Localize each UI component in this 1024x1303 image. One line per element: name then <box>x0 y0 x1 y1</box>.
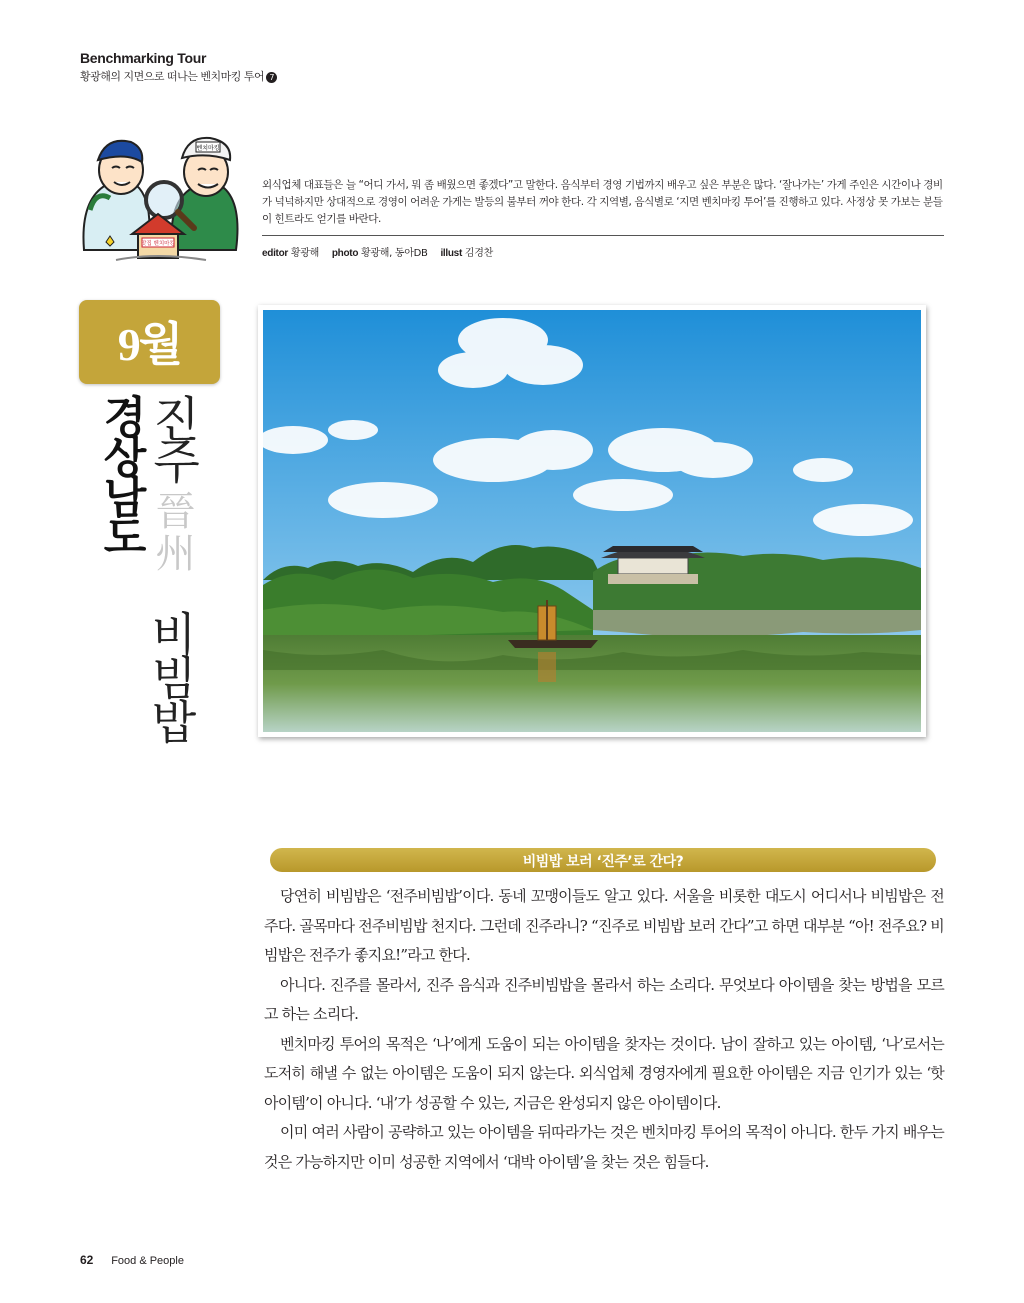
article-paragraph: 이미 여러 사람이 공략하고 있는 아이템을 뒤따라가는 것은 벤치마킹 투어의 목적이 아니다. 한두 가지 배우는 것은 가능하지만 이미 성공한 지역에서 ‘대박 아이템’을 찾는 것은 힘들다. <box>264 1123 944 1171</box>
credits <box>262 244 503 259</box>
article-paragraph: 아니다. 진주를 몰라서, 진주 음식과 진주비빔밥을 몰라서 하는 소리다. 무엇보다 아이템을 찾는 방법을 모르고 하는 소리다. <box>264 975 944 1023</box>
section-heading-bar <box>270 848 936 872</box>
series-subtitle <box>80 68 277 84</box>
two-cartoon-inspectors-with-magnifying-glass-icon <box>76 130 246 270</box>
region-title: 경상남도 <box>95 394 146 554</box>
article-paragraph: 당연히 비빔밥은 ‘전주비빔밥’이다. 동네 꼬맹이들도 알고 있다. 서울을 비롯한 대도시 어디서나 비빔밥은 전주다. 골목마다 전주비빔밥 천지다. 그런데 진주라니? “진주로 비빔밥 보러 간다”고 하면 대부분 “아! 전주요? 비빔밥은 전주가 좋지요!”라고 한다. <box>264 887 944 964</box>
magazine-name: Food & People <box>111 1255 184 1267</box>
feature-photo <box>258 305 926 737</box>
article-paragraph: 벤치마킹 투어의 목적은 ‘나’에게 도움이 되는 아이템을 찾자는 것이다. 남이 잘하고 있는 아이템, ‘나’로서는 도저히 해낼 수 없는 아이템은 도움이 되지 않는다. 외식업체 경영자에게 필요한 아이템은 지금 인기가 있는 ‘핫 아이템’이 아니다. ‘내’가 성공할 수 있는, 지금은 완성되지 않은 아이템이다. <box>264 1034 944 1112</box>
credit-role: illust <box>440 248 462 259</box>
section-heading: 비빔밥 보러 ‘진주’로 간다? <box>522 854 684 870</box>
city-hanja: 晉州 <box>149 490 195 574</box>
intro-text: 외식업체 대표들은 늘 “어디 가서, 뭐 좀 배웠으면 좋겠다”고 말한다. 음식부터 경영 기법까지 배우고 싶은 부분은 많다. ‘잘나가는’ 가게 주인은 시간이나 경비가 넉넉하지만 상대적으로 경영이 어려운 가게는 발등의 불부터 꺼야 한다. 각 지역별, 음식별로 ‘지면 벤치마킹 투어’를 진행하고 있다. 사정상 못 가보는 분들이 힌트라도 얻기를 바란다. <box>262 179 943 225</box>
month-badge <box>79 300 220 384</box>
page-footer <box>80 1253 184 1267</box>
dish-title: 비빔밥 <box>144 610 198 742</box>
series-header <box>80 50 277 84</box>
credit-name: 황광해, 동아DB <box>361 248 428 259</box>
city-title: 진주 <box>144 394 200 478</box>
series-title: Benchmarking Tour <box>80 50 207 66</box>
jinju-castle-riverside-pavilion-photo-icon <box>263 310 921 732</box>
inspectors-illustration <box>76 130 246 270</box>
series-subtitle-text: 황광해의 지면으로 떠나는 벤치마킹 투어 <box>80 70 265 83</box>
month-label: 9월 <box>117 319 182 370</box>
credit-role: editor <box>262 248 288 259</box>
credit-name: 황광해 <box>290 248 319 259</box>
episode-number: 7 <box>266 72 277 83</box>
article-body <box>264 882 944 1177</box>
credit-role: photo <box>331 248 359 259</box>
cap-label: 벤치마킹 <box>196 145 220 152</box>
house-sign: 맛집 벤치마킹 <box>141 241 175 247</box>
page-number: 62 <box>80 1253 94 1267</box>
intro-divider <box>262 235 944 236</box>
credit-name: 김경찬 <box>464 248 493 259</box>
